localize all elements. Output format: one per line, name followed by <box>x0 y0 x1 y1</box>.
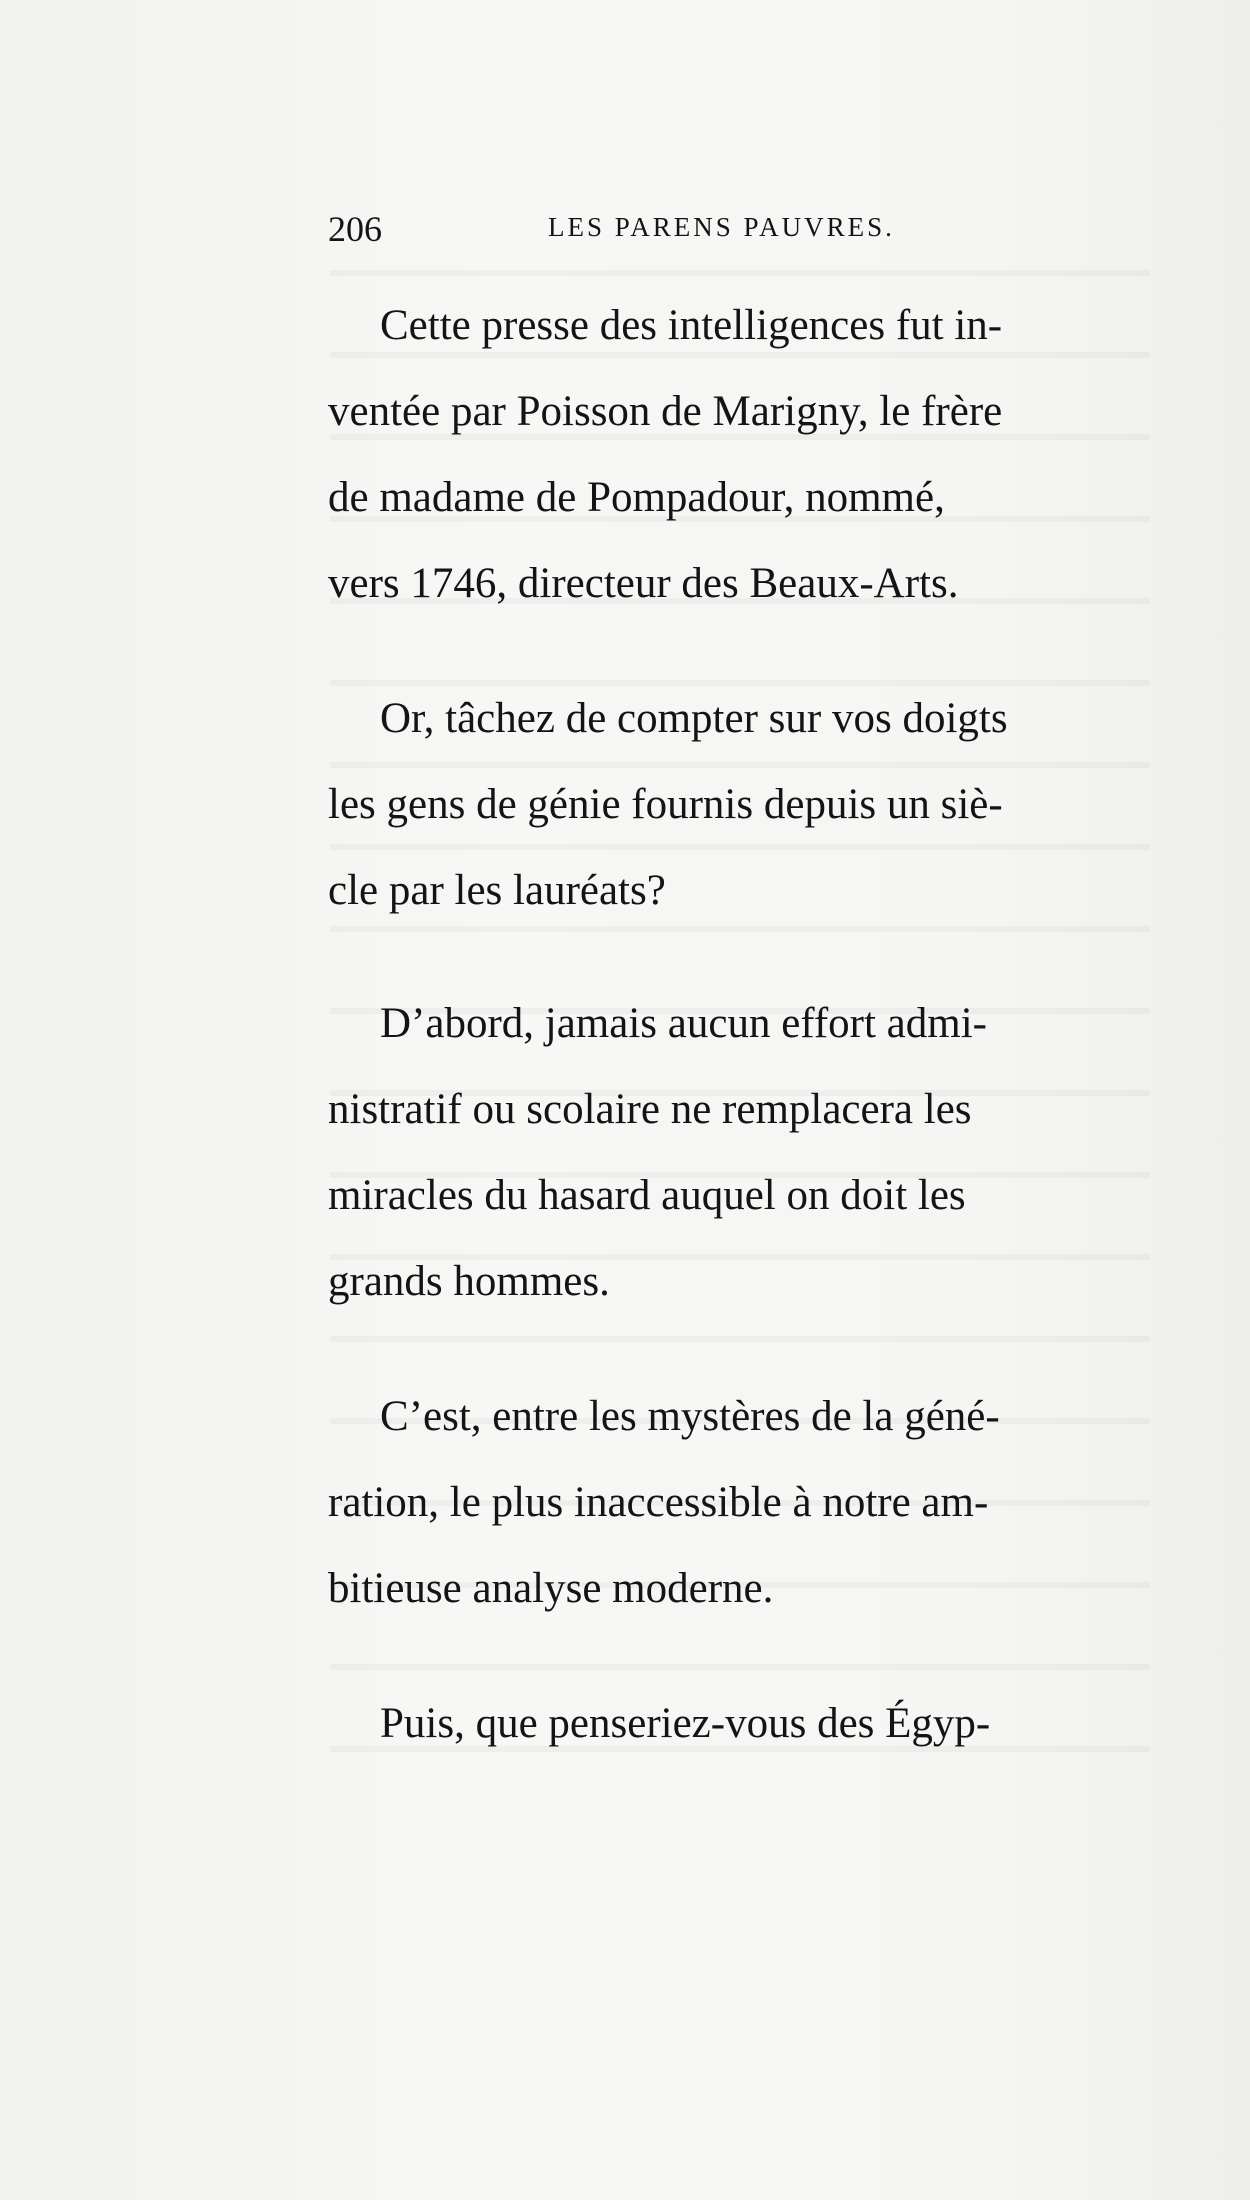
text-line: D’abord, jamais aucun effort admi- <box>380 1000 987 1047</box>
text-line: ration, le plus inaccessible à notre am- <box>328 1479 989 1526</box>
page-number: 206 <box>328 209 382 249</box>
text-line: C’est, entre les mystères de la géné- <box>380 1393 1000 1440</box>
paragraph-5 <box>328 1681 1128 1767</box>
text-line: Or, tâchez de compter sur vos doigts <box>380 695 1008 742</box>
text-line: grands hommes. <box>328 1258 610 1305</box>
text-line: miracles du hasard auquel on doit les <box>328 1172 966 1219</box>
text-line: Cette presse des intelligences fut in- <box>380 302 1003 349</box>
text-line: bitieuse analyse moderne. <box>328 1565 774 1612</box>
paragraph-1 <box>328 283 1128 627</box>
page-header <box>328 208 940 248</box>
text-line: cle par les lauréats? <box>328 867 666 914</box>
running-title: LES PARENS PAUVRES. <box>548 212 895 242</box>
paragraph-4 <box>328 1374 1128 1632</box>
text-line: nistratif ou scolaire ne remplacera les <box>328 1086 972 1133</box>
text-line: Puis, que penseriez-vous des Égyp- <box>380 1700 991 1747</box>
paragraph-2 <box>328 676 1128 934</box>
text-line: les gens de génie fournis depuis un siè- <box>328 781 1003 828</box>
text-line: vers 1746, directeur des Beaux-Arts. <box>328 560 959 607</box>
text-line: ventée par Poisson de Marigny, le frère <box>328 388 1003 435</box>
text-line: de madame de Pompadour, nommé, <box>328 474 945 521</box>
paragraph-3 <box>328 981 1128 1325</box>
